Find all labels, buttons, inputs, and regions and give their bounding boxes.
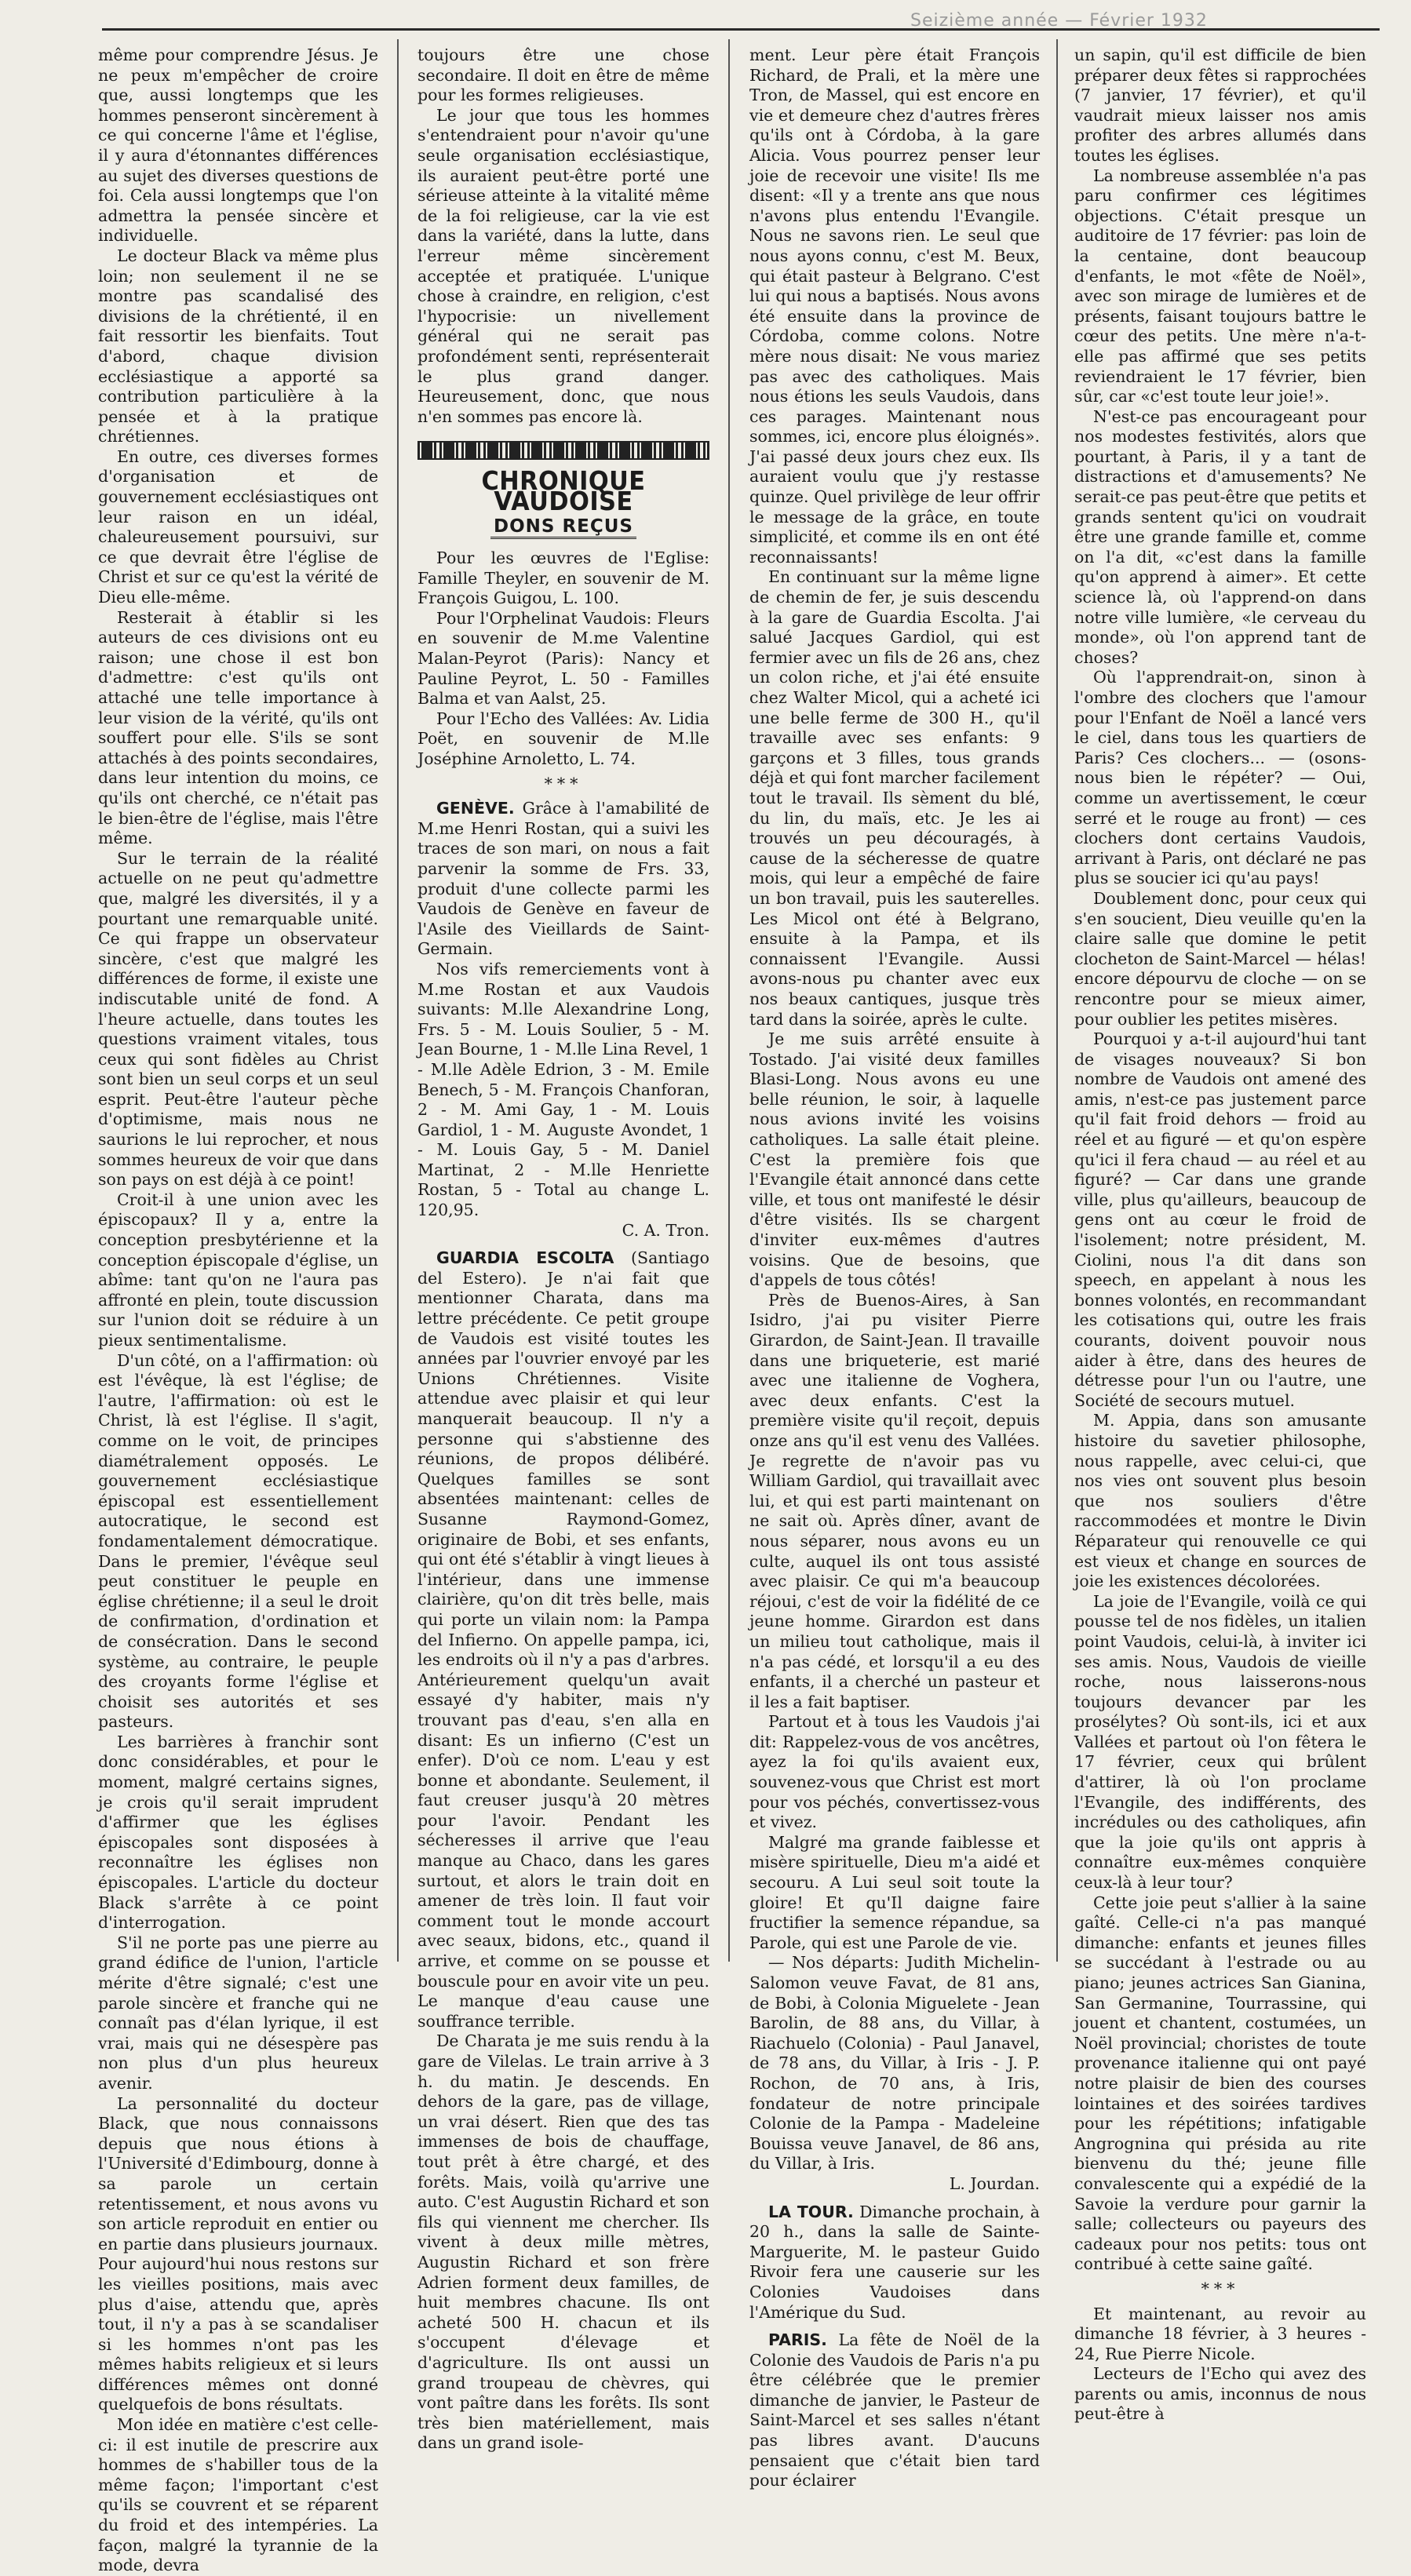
column-rule [1056,39,1058,1962]
column-4 [1074,46,1367,2424]
separator-stars: *** [544,774,583,793]
column-rule [397,39,399,1962]
paragraph: un sapin, qu'il est difficile de bien préparer deux fêtes si rapprochées (7 janvier, 17 février), et qu'il vaudrait mieux laisser nos amis profiter des arbres allumés dans toutes les églises. [1074,46,1366,165]
paragraph: Les barrières à franchir sont donc considérables, et pour le moment, malgré certains signes, je crois qu'il serait imprudent d'affirmer que les églises épiscopales sont disposées à reconnaître les églises non épiscopales. L'article du docteur Black s'arrête à ce point d'interrogation. [98,1732,378,1933]
paragraph-geneve [417,799,709,960]
ornament-rule [417,441,709,460]
paragraph: Resterait à établir si les auteurs de ces divisions ont eu raison; une chose il est bon d'admettre: c'est qu'ils ont attaché une telle importance à leur vision de la vérité, qu'ils ont souffert pour elle. S'ils se sont attachés à des points secondaires, dans leur intention du moins, ce qu'ils ont cherché, ce n'était pas le bien-être de l'église, mais l'être même. [98,607,378,848]
lead-latour: LA TOUR. [768,2202,854,2221]
paragraph: Doublement donc, pour ceux qui s'en soucient, Dieu veuille qu'en la claire salle que domine le petit clocheton de Saint-Marcel — hélas! encore dépourvu de cloche — on se rencontre pour se mieux aimer, pour oublier les petites misères. [1074,888,1366,1029]
page-header: Seizième année — Février 1932 [910,11,1208,31]
paragraph: Où l'apprendrait-on, sinon à l'ombre des clochers que l'amour pour l'Enfant de Noël a lancé vers le ciel, dans tous les quartiers de Paris? Ces clochers... — (osons-nous bien le répéter? — Oui, comme un avertissement, le cœur serré et le rouge au front) — ces clochers dont certains Vaudois, arrivant à Paris, ont déclaré ne pas plus se soucier ici qu'au pays! [1074,668,1366,888]
paragraph: Sur le terrain de la réalité actuelle on ne peut qu'admettre que, malgré les diversités, il y a pourtant une remarquable unité. Ce qui frappe un observateur sincère, c'est que malgré les différences de forme, il existe une indiscutable unité de fond. A l'heure actuelle, dans toutes les questions vraiment vitales, tous ceux qui sont fidèles au Christ sont bien un seul corps et un seul esprit. Peut-être l'auteur pèche d'optimisme, mais nous ne saurions le lui reprocher, et nous sommes heureux de voir que dans son pays on est déjà à ce point! [98,848,378,1190]
paragraph: Le jour que tous les hommes s'entendraient pour n'avoir qu'une seule organisation ecclésiastique, ils auraient peut-être porté une sérieuse atteinte à la vitalité même de la foi religieuse, car la vie est dans la variété, dans la lutte, dans l'erreur même sincèrement acceptée et pratiquée. L'unique chose à craindre, en religion, c'est l'hypocrisie: un nivellement général qui ne serait pas profondément senti, représenterait le plus grand danger. Heureusement, donc, que nous n'en sommes pas encore là. [417,105,709,426]
paragraph: De Charata je me suis rendu à la gare de Vilelas. Le train arrive à 3 h. du matin. Je descends. En dehors de la gare, pas de village, un vrai désert. Rien que des tas immenses de bois de chauffage, tout prêt à être chargé, et des forêts. Mais, voilà qu'arrive une auto. C'est Augustin Richard et son fils qui viennent me chercher. Ils vivent à deux mille mètres, Augustin Richard et son frère Adrien forment deux familles, de huit membres chacune. Ils ont acheté 500 H. chacun et ils s'occupent d'élevage et d'agriculture. Ils ont aussi un grand troupeau de chèvres, qui vont paître dans les forêts. Ils sont très bien matériellement, mais dans un grand isole- [417,2031,709,2453]
paragraph: La personnalité du docteur Black, que nous connaissons depuis que nous étions à l'Université d'Edimbourg, donne à sa parole un certain retentissement, et nous avons vu son article reproduit en entier ou en partie dans plusieurs journaux. Pour aujourd'hui nous restons sur les vieilles positions, mais avec plus d'aise, attendu que, après tout, il n'y a pas à se scandaliser si les hommes n'ont pas les mêmes habits religieux et si leurs différences mêmes ont donné quelquefois de bons résultats. [98,2093,378,2414]
paragraph: La joie de l'Evangile, voilà ce qui pousse tel de nos fidèles, un italien point Vaudois, celui-là, à inviter ici ses amis. Nous, Vaudois de vieille roche, nous laisserons-nous toujours devancer par les prosélytes? Où sont-ils, ici et aux Vallées et partout où l'on fêtera le 17 février, ceux qui brûlent d'attirer, là où l'on proclame l'Evangile, des indifférents, des incrédules ou des catholiques, afin que la joie qu'ils ont appris à connaître eux-mêmes conquière ceux-là à leur tour? [1074,1591,1366,1893]
paragraph: D'un côté, on a l'affirmation: où est l'évêque, là est l'église; de l'autre, l'affirmation: où est le Christ, là est l'église. Il s'agit, comme on le voit, de principes diamétralement opposés. Le gouvernement ecclésiastique épiscopal est essentiellement autocratique, le second est fondamentalement démocratique. Dans le premier, l'évêque seul peut constituer le peuple en église chrétienne; il a seul le droit de confirmation, d'ordination et de consécration. Dans le second système, au contraire, le peuple des croyants forme l'église et choisit ses autorités et ses pasteurs. [98,1350,378,1732]
column-3 [749,46,1041,2490]
paragraph-paris [749,2330,1040,2491]
paragraph: Malgré ma grande faiblesse et misère spirituelle, Dieu m'a aidé et secouru. A Lui seul soit toute la gloire! Et qu'Il daigne faire fructifier la semence répandue, sa Parole, qui est une Parole de vie. [749,1832,1040,1952]
paragraph: S'il ne porte pas une pierre au grand édifice de l'union, l'article mérite d'être signalé; c'est une parole sincère et franche qui ne connaît pas d'élan lyrique, il est vrai, mais qui ne désespère pas non plus d'un plus heureux avenir. [98,1933,378,2093]
paragraph: — Nos départs: Judith Michelin-Salomon veuve Favat, de 81 ans, de Bobi, à Colonia Miguelete - Jean Barolin, de 88 ans, du Villar, à Riachuelo (Colonia) - Paul Janavel, de 78 ans, du Villar, à Iris - J. P. Rochon, de 70 ans, à Iris, fondateur de notre principale Colonie de la Pampa - Madeleine Bouissa veuve Janavel, de 86 ans, du Villar, à Iris. [749,1953,1040,2173]
paragraph: toujours être une chose secondaire. Il doit en être de même pour les formes religieuses. [417,46,709,105]
signature: L. Jourdan. [949,2173,1040,2193]
paris-text: La fête de Noël de la Colonie des Vaudois de Paris n'a pu être célébrée que le premier dimanche de janvier, le Pasteur de Saint-Marcel et ses salles n'étant pas libres avant. D'aucuns pensaient que c'était bien tard pour éclairer [749,2330,1040,2490]
don-item: Pour l'Echo des Vallées: Av. Lidia Poët, en souvenir de M.lle Joséphine Arnoletto, L. 74. [417,709,709,768]
paragraph: même pour comprendre Jésus. Je ne peux m'empêcher de croire que, aussi longtemps que les hommes penseront sincèrement à ce qui concerne l'âme et l'église, il y aura d'étonnantes différences au sujet des diverses questions de foi. Cela aussi longtemps que l'on admettra la pensée sincère et individuelle. [98,46,378,246]
subtitle-text: DONS REÇUS [490,516,636,539]
paragraph: Croit-il à une union avec les épiscopaux? Il y a, entre la conception presbytérienne et la conception épiscopale d'église, un abîme: tant qu'on ne l'aura pas affronté en plein, toute discussion sur l'union doit se réduire à un pieux sentimentalisme. [98,1190,378,1350]
paragraph-guardia [417,1248,709,2031]
separator-stars: *** [1201,2279,1240,2298]
paragraph-latour [749,2203,1040,2323]
paragraph: Et maintenant, au revoir au dimanche 18 février, à 3 heures - 24, Rue Pierre Nicole. [1074,2304,1366,2363]
paragraph: Lecteurs de l'Echo qui avez des parents ou amis, inconnus de nous peut-être à [1074,2364,1366,2424]
section-subtitle [417,517,709,537]
column-2 [417,46,709,2453]
paragraph: En outre, ces diverses formes d'organisation et de gouvernement ecclésiastiques ont leur raison en un idéal, chaleureusement poursuivi, sur ce que devrait être l'église de Christ et sur ce qu'est la vérité de Dieu elle-même. [98,446,378,607]
paragraph: Nos vifs remerciements vont à M.me Rostan et aux Vaudois suivants: M.lle Alexandrine Long, Frs. 5 - M. Louis Soulier, 5 - M. Jean Bourne, 1 - M.lle Lina Revel, 1 - M.lle Adèle Edrion, 3 - M. Emile Benech, 5 - M. François Chanforan, 2 - M. Ami Gay, 1 - M. Louis Gardiol, 1 - M. Auguste Avondet, 1 - M. Louis Gay, 5 - M. Daniel Martinat, 2 - M.lle Henriette Rostan, 5 - Total au change L. 120,95. [417,959,709,1220]
column-1 [98,46,378,2575]
section-title: CHRONIQUE VAUDOISE [481,465,646,516]
lead-paris: PARIS. [768,2330,827,2350]
paragraph: En continuant sur la même ligne de chemin de fer, je suis descendu à la gare de Guardia Escolta. J'ai salué Jacques Gardiol, qui est fermier avec un fils de 26 ans, chez un colon riche, et j'ai été ensuite chez Walter Micol, qui a acheté ici une belle ferme de 300 H., qu'il travaille avec ses enfants: 9 garçons et 3 filles, tous grands déjà et qui font marcher facilement tout le travail. Ils sèment du blé, du lin, du maïs, etc. Je les ai trouvés un peu découragés, à cause de la sécheresse de quatre mois, qui leur a empêché de faire un bon travail, puis les sauterelles. Les Micol ont été à Belgrano, ensuite à la Pampa, et ils connaissent l'Evangile. Aussi avons-nous pu chanter avec eux nos beaux cantiques, jusque très tard dans la soirée, après le culte. [749,567,1040,1029]
paragraph: M. Appia, dans son amusante histoire du savetier philosophe, nous rappelle, avec celui-ci, que nos vies ont souvent plus besoin que nos souliers d'être raccommodées et montre le Divin Réparateur qui renouvelle ce qui est vieux et change en sources de joie les existences décolorées. [1074,1411,1366,1591]
geneve-text: Grâce à l'amabilité de M.me Henri Rostan, qui a suivi les traces de son mari, on nous a fait parvenir la somme de Frs. 33, produit d'une collecte parmi les Vaudois de Genève en faveur de l'Asile des Vieillards de Saint-Germain. [417,799,709,959]
paragraph: Le docteur Black va même plus loin; non seulement il ne se montre pas scandalisé des divisions de la chrétienté, il en fait ressortir les bienfaits. Tout d'abord, chaque division ecclésiastique a apporté sa contribution particulière à la pensée et à la pratique chrétiennes. [98,246,378,446]
paragraph: ment. Leur père était François Richard, de Prali, et la mère une Tron, de Massel, qui est encore en vie et demeure chez d'autres frères qu'ils ont à Córdoba, à la gare Alicia. Vous pourrez penser leur joie de recevoir une visite! Ils me disent: «Il y a trente ans que nous n'avons plus entendu l'Evangile. Nous ne savons rien. Le seul que nous ayons connu, c'est M. Beux, qui était pasteur à Belgrano. C'est lui qui nous a baptisés. Nous avons été ensuite dans la province de Córdoba, comme colons. Notre mère nous disait: Ne vous mariez pas avec des catholiques. Mais nous étions les seuls Vaudois, dans ces parages. Maintenant nous sommes, ici, encore plus éloignés». J'ai passé deux jours chez eux. Ils auraient voulu que j'y restasse quinze. Quel privilège de leur offrir le message de la grâce, en toute simplicité, et comme ils en ont été reconnaissants! [749,46,1040,567]
paragraph: Cette joie peut s'allier à la saine gaîté. Celle-ci n'a pas manqué dimanche: enfants et jeunes filles se succédant à l'estrade ou au piano; jeunes actrices San Gianina, San Germanine, Tourrassine, qui jouent et chantent, costumées, un Noël provincial; choristes de toute provenance italienne qui ont payé notre plaisir de bien des courses lointaines et des soirées tardives pour les répétitions; infatigable Angrognina qui présida au rite bienvenu du thé; jeune fille convalescente qui a expédié de la Savoie la verdure pour garnir la salle; collecteurs ou payeurs des cadeaux pour nos petits: tous ont contribué à cette saine gaîté. [1074,1893,1366,2274]
don-item: Pour les œuvres de l'Eglise: Famille Theyler, en souvenir de M. François Guigou, L. 100. [417,548,709,608]
top-rule [102,28,1380,31]
lead-guardia: GUARDIA ESCOLTA [436,1248,614,1268]
paragraph: Partout et à tous les Vaudois j'ai dit: Rappelez-vous de vos ancêtres, ayez la foi qu'ils avaient eux, souvenez-vous que Christ est mort pour vos péchés, convertissez-vous et vivez. [749,1712,1040,1832]
don-item: Pour l'Orphelinat Vaudois: Fleurs en souvenir de M.me Valentine Malan-Peyrot (Paris): Nancy et Pauline Peyrot, L. 50 - Familles Balma et van Aalst, 25. [417,608,709,709]
paragraph: Pourquoi y a-t-il aujourd'hui tant de visages nouveaux? Si bon nombre de Vaudois ont amené des amis, n'est-ce pas justement parce qu'il fait froid dehors — froid au réel et au figuré — et qu'on espère qu'ici il fera chaud — au réel et au figuré? — Car dans une grande ville, plus qu'ailleurs, beaucoup de gens ont au cœur le froid de l'isolement; notre président, M. Ciolini, nous l'a dit dans son speech, en appelant à nous les bonnes volontés, en recommandant les cotisations qui, outre les frais courants, doivent pouvoir nous aider à être, dans des heures de détresse pour l'un ou l'autre, une Société de secours mutuel. [1074,1029,1366,1410]
column-rule [728,39,730,1962]
guardia-text: (Santiago del Estero). Je n'ai fait que mentionner Charata, dans ma lettre précédente. Ce petit groupe de Vaudois est visité toutes les années par l'ouvrier envoyé par les Unions Chrétiennes. Visite attendue avec plaisir et qui leur manquerait beaucoup. Il n'y a personne qui s'abstienne des réunions, de propos délibéré. Quelques familles se sont absentées maintenant: celles de Susanne Raymond-Gomez, originaire de Bobi, et ses enfants, qui ont été s'établir à vingt lieues à l'intérieur, dans une immense clairière, qu'on dit très belle, mais qui porte un vilain nom: la Pampa del Infierno. On appelle pampa, ici, les endroits où il n'y a pas d'arbres. Antérieurement quelqu'un avait essayé d'y habiter, mais n'y trouvant pas d'eau, s'en alla en disant: Es un infierno (C'est un enfer). D'où ce nom. L'eau y est bonne et abondante. Seulement, il faut creuser jusqu'à 20 mètres pour l'avoir. Pendant les sécheresses il arrive que l'eau manque au Chaco, dans les gares surtout, et alors le train doit en amener de très loin. Il faut voir comment tout le monde accourt avec seaux, bidons, etc., quand il arrive, et comme on se pousse et bouscule pour en avoir vite un peu. Le manque d'eau cause une souffrance terrible. [417,1248,709,2031]
lead-geneve: GENÈVE. [436,799,515,818]
latour-text: Dimanche prochain, à 20 h., dans la salle de Sainte-Marguerite, M. le pasteur Guido Rivoir fera une causerie sur les Colonies Vaudoises dans l'Amérique du Sud. [749,2202,1041,2322]
paragraph: N'est-ce pas encourageant pour nos modestes festivités, alors que pourtant, à Paris, il y a tant de distractions et d'amusements? Ne serait-ce pas peut-être que petits et grands sentent qu'ici on voudrait être une grande famille et, comme on l'a dit, «c'est dans la famille qu'on apprend à aimer». Et cette science là, où l'apprend-on dans notre ville lumière, «le cerveau du monde», où l'on apprend tant de choses? [1074,406,1367,667]
signature: C. A. Tron. [622,1220,709,1240]
paragraph: La nombreuse assemblée n'a pas paru confirmer ces légitimes objections. C'était presque un auditoire de 17 février: pas loin de la centaine, dont beaucoup d'enfants, le mot «fête de Noël», avec son mirage de lumières et de présents, faisant toujours battre le cœur des petits. Une mère n'a-t-elle pas affirmé que ses petits reviendraient le 17 février, bien sûr, car «c'est toute leur joie!». [1074,166,1366,406]
paragraph: Près de Buenos-Aires, à San Isidro, j'ai pu visiter Pierre Girardon, de Saint-Jean. Il travaille dans une briqueterie, est marié avec une italienne de Voghera, avec deux enfants. C'est la première visite qu'il reçoit, depuis onze ans qu'il est venu des Vallées. Je regrette de n'avoir pas vu William Gardiol, qui travaillait avec lui, et qui est parti maintenant on ne sait où. Après dîner, avant de nous séparer, nous avons eu un culte, auquel ils ont tous assisté avec plaisir. Ce qui m'a beaucoup réjoui, c'est de voir la fidélité de ce jeune homme. Girardon est dans un milieu tout catholique, mais il n'a pas cédé, et lorsqu'il a eu des enfants, il a cherché un pasteur et il les a fait baptiser. [749,1290,1040,1711]
paragraph: Je me suis arrêté ensuite à Tostado. J'ai visité deux familles Blasi-Long. Nous avons eu une belle réunion, le soir, à laquelle nous avions invité les voisins catholiques. La salle était pleine. C'est la première fois que l'Evangile était annoncé dans cette ville, et tous ont manifesté le désir d'être visités. Ils se chargent d'inviter eux-mêmes d'autres voisins. Que de besoins, que d'appels de tous côtés! [749,1029,1040,1290]
paragraph: Mon idée en matière c'est celle-ci: il est inutile de prescrire aux hommes de s'habiller tous de la même façon; l'important c'est qu'ils se couvrent et se réparent du froid et des intempéries. La façon, malgré la tyrannie de la mode, devra [98,2415,378,2575]
